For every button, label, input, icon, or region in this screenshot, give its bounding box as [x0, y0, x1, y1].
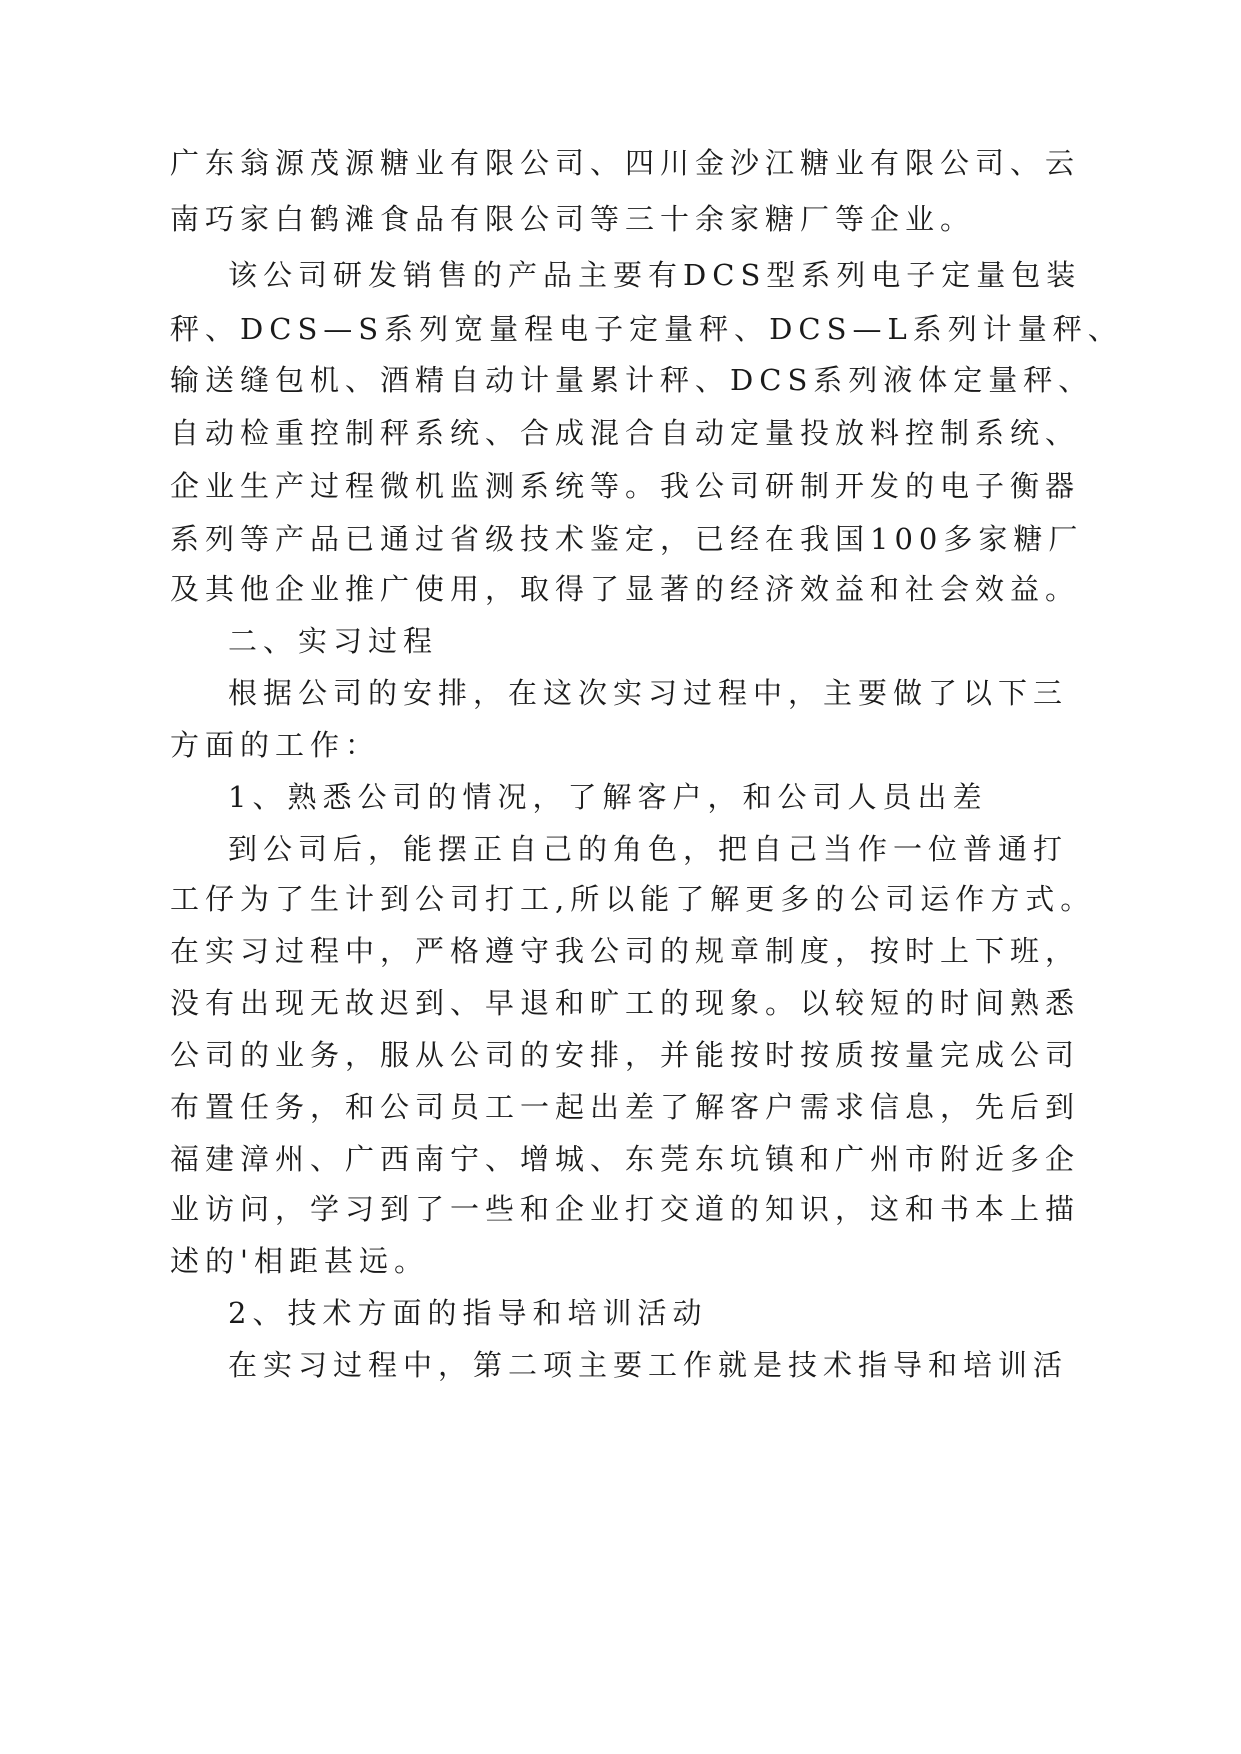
section-heading: 二、实习过程	[228, 624, 439, 658]
text-line: 秤、DCS—S系列宽量程电子定量秤、DCS—L系列计量秤、	[170, 312, 1123, 346]
paragraph-first-line: 到公司后，能摆正自己的角色，把自己当作一位普通打	[228, 832, 1069, 866]
text-line: 企业生产过程微机监测系统等。我公司研制开发的电子衡器	[170, 469, 1081, 503]
paragraph-first-line: 根据公司的安排，在这次实习过程中，主要做了以下三	[228, 676, 1069, 710]
subsection-heading: 2、技术方面的指导和培训活动	[228, 1296, 708, 1330]
text-line: 工仔为了生计到公司打工,所以能了解更多的公司运作方式。	[170, 882, 1096, 916]
text-line: 述的'相距甚远。	[170, 1244, 429, 1278]
paragraph-first-line: 该公司研发销售的产品主要有DCS型系列电子定量包装	[228, 258, 1082, 292]
text-line: 自动检重控制秤系统、合成混合自动定量投放料控制系统、	[170, 416, 1081, 450]
text-line: 福建漳州、广西南宁、增城、东莞东坑镇和广州市附近多企	[170, 1142, 1081, 1176]
text-line: 广东翁源茂源糖业有限公司、四川金沙江糖业有限公司、云	[170, 146, 1081, 180]
text-line: 南巧家白鹤滩食品有限公司等三十余家糖厂等企业。	[170, 202, 976, 236]
text-line: 及其他企业推广使用，取得了显著的经济效益和社会效益。	[170, 572, 1081, 606]
text-line: 公司的业务，服从公司的安排，并能按时按质按量完成公司	[170, 1038, 1081, 1072]
text-line: 输送缝包机、酒精自动计量累计秤、DCS系列液体定量秤、	[170, 363, 1094, 397]
paragraph-first-line: 在实习过程中，第二项主要工作就是技术指导和培训活	[228, 1348, 1069, 1382]
text-line: 在实习过程中，严格遵守我公司的规章制度，按时上下班，	[170, 934, 1081, 968]
text-line: 系列等产品已通过省级技术鉴定，已经在我国100多家糖厂	[170, 522, 1084, 556]
text-line: 没有出现无故迟到、早退和旷工的现象。以较短的时间熟悉	[170, 986, 1081, 1020]
subsection-heading: 1、熟悉公司的情况，了解客户，和公司人员出差	[228, 780, 988, 814]
text-line: 业访问，学习到了一些和企业打交道的知识，这和书本上描	[170, 1192, 1081, 1226]
text-line: 布置任务，和公司员工一起出差了解客户需求信息，先后到	[170, 1090, 1081, 1124]
text-line: 方面的工作：	[170, 728, 381, 762]
